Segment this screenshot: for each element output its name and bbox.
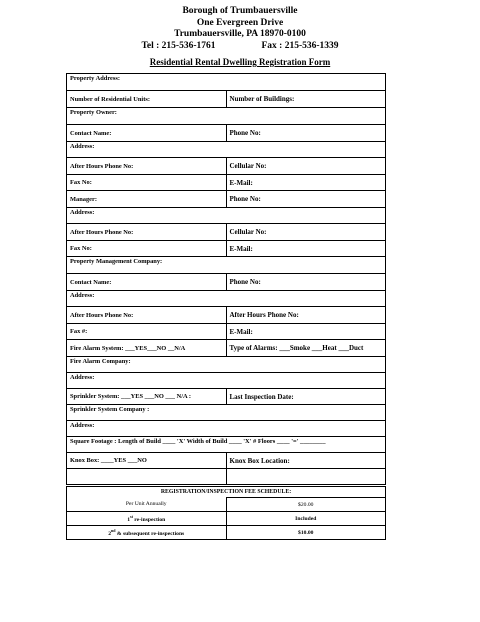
field-label[interactable]: Property Address: [67, 74, 386, 91]
form-row [67, 357, 386, 373]
field-label-left[interactable]: Contact Name: [67, 125, 227, 142]
field-label-right[interactable]: E-Mail: [226, 241, 386, 257]
borough-name: Borough of Trumbauersville [182, 6, 298, 16]
field-label-right[interactable]: Phone No: [226, 191, 386, 208]
field-label-right[interactable]: E-Mail: [226, 324, 386, 340]
field-label-right[interactable]: Phone No: [226, 274, 386, 291]
field-label[interactable]: Property Management Company: [67, 257, 386, 274]
field-label-left[interactable]: Fax #: [67, 324, 227, 340]
fee-row [67, 498, 386, 512]
field-label-right[interactable] [226, 469, 386, 485]
field-label[interactable]: Address: [67, 208, 386, 224]
fee-label: Per Unit Annually [67, 498, 227, 512]
field-label-left[interactable]: Manager: [67, 191, 227, 208]
form-row [67, 142, 386, 158]
form-row [67, 125, 386, 142]
form-row [67, 108, 386, 125]
contact-numbers [0, 41, 480, 53]
form-row [67, 257, 386, 274]
registration-form-table [66, 73, 386, 485]
fee-row [67, 512, 386, 526]
form-row [67, 340, 386, 357]
fee-label: 1st re-inspection [67, 512, 227, 526]
form-row [67, 469, 386, 485]
field-label-right[interactable]: Knox Box Location: [226, 453, 386, 469]
form-row [67, 208, 386, 224]
field-label-left[interactable]: Knox Box: ____YES ___NO [67, 453, 227, 469]
field-label-left[interactable]: Number of Residential Units: [67, 91, 227, 108]
field-label-left[interactable]: Fax No: [67, 241, 227, 257]
field-label-left[interactable]: After Hours Phone No: [67, 224, 227, 241]
form-row [67, 191, 386, 208]
field-label-right[interactable]: E-Mail: [226, 175, 386, 191]
field-label-right[interactable]: Last Inspection Date: [226, 389, 386, 405]
field-label-left[interactable]: Fax No: [67, 175, 227, 191]
fax: Fax : 215-536-1339 [261, 40, 339, 51]
fee-schedule-header-row [67, 487, 386, 498]
form-row [67, 241, 386, 257]
form-row [67, 389, 386, 405]
field-label-left[interactable]: Sprinkler System: ___YES ___NO ___ N/A : [67, 389, 227, 405]
form-row [67, 224, 386, 241]
field-label-right[interactable]: After Hours Phone No: [226, 307, 386, 324]
field-label[interactable]: Fire Alarm Company: [67, 357, 386, 373]
fee-schedule-title: REGISTRATION/INSPECTION FEE SCHEDULE: [67, 487, 386, 498]
field-label[interactable]: Sprinkler System Company : [67, 405, 386, 421]
field-label-left[interactable]: Contact Name: [67, 274, 227, 291]
form-row [67, 437, 386, 453]
field-label[interactable]: Property Owner: [67, 108, 386, 125]
form-row [67, 291, 386, 307]
form-title: Residential Rental Dwelling Registration Form [149, 57, 331, 67]
form-row [67, 74, 386, 91]
form-row [67, 421, 386, 437]
field-label-right[interactable]: Phone No: [226, 125, 386, 142]
fee-row [67, 526, 386, 540]
field-label[interactable]: Address: [67, 291, 386, 307]
form-row [67, 91, 386, 108]
telephone: Tel : 215-536-1761 [141, 40, 216, 51]
form-row [67, 405, 386, 421]
letterhead [0, 6, 480, 52]
field-label[interactable]: Square Footage : Length of Build ____ 'X' Width of Build ____ 'X' # Floors ____ '=' ________ [67, 437, 386, 453]
form-row [67, 307, 386, 324]
field-label[interactable]: Address: [67, 421, 386, 437]
street-address: One Evergreen Drive [196, 17, 284, 28]
form-row [67, 175, 386, 191]
fee-value: $20.00 [226, 498, 386, 512]
city-state-zip: Trumbauersville, PA 18970-0100 [174, 29, 306, 40]
form-row [67, 324, 386, 340]
fee-value: $10.00 [226, 526, 386, 540]
field-label-left[interactable] [67, 469, 227, 485]
form-row [67, 373, 386, 389]
field-label-left[interactable]: Fire Alarm System: ___YES___NO __N/A [67, 340, 227, 357]
field-label[interactable]: Address: [67, 373, 386, 389]
field-label-right[interactable]: Cellular No: [226, 158, 386, 175]
field-label[interactable]: Address: [67, 142, 386, 158]
field-label-right[interactable]: Type of Alarms: ___Smoke ___Heat ___Duct [226, 340, 386, 357]
form-row [67, 453, 386, 469]
form-row [67, 158, 386, 175]
fee-schedule-table [66, 486, 386, 540]
field-label-left[interactable]: After Hours Phone No: [67, 158, 227, 175]
field-label-right[interactable]: Number of Buildings: [226, 91, 386, 108]
fee-value: Included [226, 512, 386, 526]
field-label-left[interactable]: After Hours Phone No: [67, 307, 227, 324]
field-label-right[interactable]: Cellular No: [226, 224, 386, 241]
form-row [67, 274, 386, 291]
fee-label: 2nd & subsequent re-inspections [67, 526, 227, 540]
